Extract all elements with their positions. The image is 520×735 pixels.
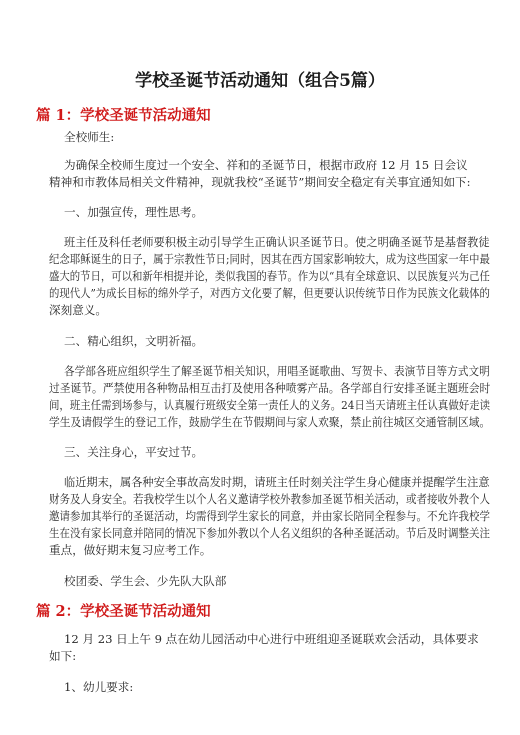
paragraph-line: 为确保全校师生度过一个安全、祥和的圣诞节日，根据市政府 12 月 15 日会议 — [64, 158, 468, 172]
paragraph-line: 深刻意义。 — [49, 303, 107, 317]
signature: 校团委、学生会、少先队大队部 — [64, 574, 227, 588]
paragraph-line: 间，班主任需到场参与，认真履行班级安全第一责任人的义务。24日当天请班主任认真做好走读 — [49, 398, 491, 412]
subheading: 一、加强宣传，理性思考。 — [64, 205, 204, 219]
paragraph-line: 邀请参加其举行的圣诞活动，均需得到学生家长的同意，并由家长陪同全程参与。不允许我校学 — [49, 509, 490, 523]
paragraph-line: 纪念耶稣诞生的日子，属于宗教性节日;同时，因其在西方国家影响较大，成为这些国家一年中最 — [49, 252, 490, 266]
section-2-heading: 篇 2：学校圣诞节活动通知 — [36, 603, 211, 620]
paragraph-line: 各学部各班应组织学生了解圣诞节相关知识，用唱圣诞歌曲、写贺卡、表演节目等方式文明 — [64, 364, 490, 378]
paragraph-line: 精神和市教体局相关文件精神，现就我校“圣诞节”期间安全稳定有关事宜通知如下: — [49, 175, 471, 189]
document-title: 学校圣诞节活动通知（组合5篇） — [135, 71, 385, 91]
paragraph-line: 重点，做好期末复习应考工作。 — [49, 543, 212, 557]
salutation: 全校师生: — [64, 130, 115, 144]
paragraph-line: 12 月 23 日上午 9 点在幼儿园活动中心进行中班组迎圣诞联欢会活动，具体要求 — [64, 632, 479, 646]
paragraph-line: 临近期末，属各种安全事故高发时期，请班主任时刻关注学生身心健康并提醒学生注意 — [64, 475, 490, 489]
subheading: 二、精心组织，文明祈福。 — [64, 334, 204, 348]
paragraph-line: 盛大的节日，可以和新年相提并论，类似我国的春节。作为以“具有全球意识、以民族复兴为己任 — [49, 269, 490, 283]
paragraph-line: 班主任及科任老师要积极主动引导学生正确认识圣诞节日。使之明确圣诞节是基督教徒 — [64, 235, 490, 249]
paragraph-line: 过圣诞节。严禁使用各种物品相互击打及使用各种喷雾产品。各学部自行安排圣诞主题班会时 — [49, 381, 491, 395]
subheading: 1、幼儿要求: — [64, 680, 134, 694]
paragraph-line: 的现代人”为成长目标的绵外学子，对西方文化要了解，但更要认识传统节日作为民族文化载体的 — [49, 286, 490, 300]
paragraph-line: 生在没有家长同意并陪同的情况下参加外教以个人名义组织的各种圣诞活动。节后及时调整关注 — [49, 526, 490, 540]
paragraph-line: 如下: — [49, 649, 77, 663]
section-1-heading: 篇 1：学校圣诞节活动通知 — [36, 107, 211, 124]
paragraph-line: 财务及人身安全。若我校学生以个人名义邀请学校外教参加圣诞节相关活动，或者接收外教个人 — [49, 492, 490, 506]
subheading: 三、关注身心，平安过节。 — [64, 445, 204, 459]
paragraph-line: 学生及请假学生的登记工作，鼓励学生在节假期间与家人欢聚，禁止前往城区交通管制区域。 — [49, 415, 491, 429]
